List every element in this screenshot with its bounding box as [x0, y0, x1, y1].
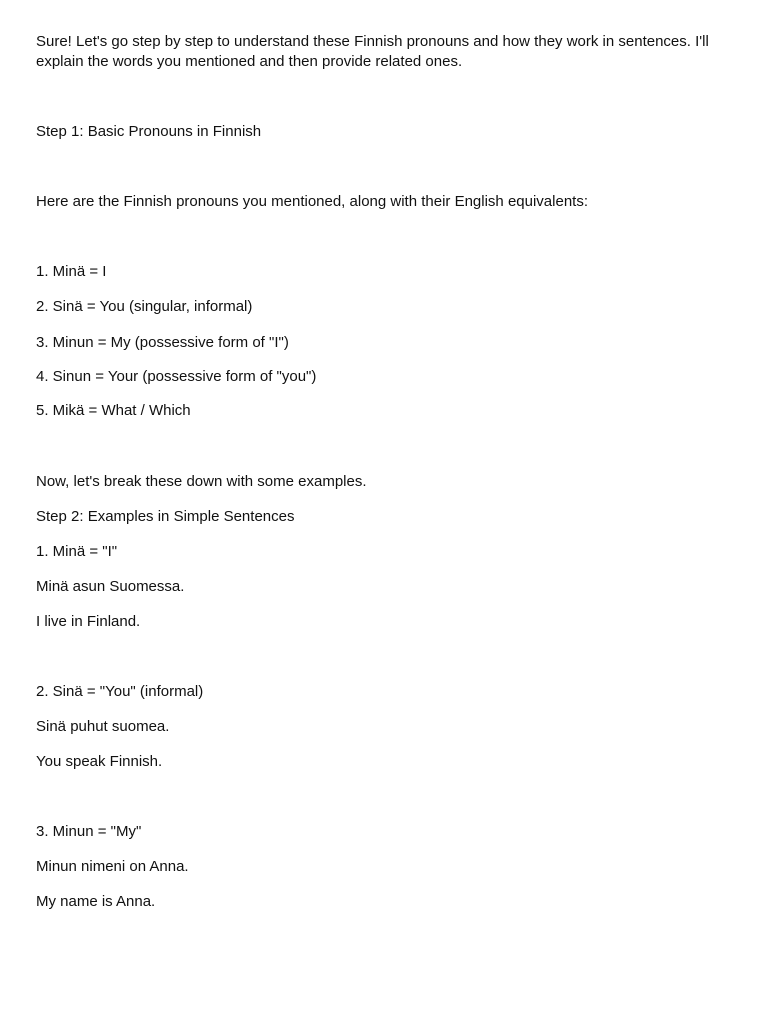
step1-heading: Step 1: Basic Pronouns in Finnish	[36, 123, 262, 140]
example-finnish-sentence: Sinä puhut suomea.	[36, 718, 170, 735]
pronoun-list-item: 5. Mikä = What / Which	[36, 402, 191, 419]
pronoun-list-item: 1. Minä = I	[36, 263, 107, 280]
example-finnish-sentence: Minä asun Suomessa.	[36, 578, 185, 595]
step1-lead: Here are the Finnish pronouns you mentioned, along with their English equivalents:	[36, 193, 588, 210]
example-english-translation: You speak Finnish.	[36, 753, 163, 770]
example-title: 1. Minä = "I"	[36, 543, 118, 560]
intro-paragraph: Sure! Let's go step by step to understand these Finnish pronouns and how they work in sentences. I'll explain the words you mentioned and then provide related ones.	[36, 33, 709, 70]
step2-heading: Step 2: Examples in Simple Sentences	[36, 508, 295, 525]
example-title: 2. Sinä = "You" (informal)	[36, 683, 204, 700]
example-english-translation: I live in Finland.	[36, 613, 141, 630]
example-title: 3. Minun = "My"	[36, 823, 142, 840]
pronoun-list-item: 4. Sinun = Your (possessive form of "you")	[36, 368, 317, 385]
pronoun-list-item: 2. Sinä = You (singular, informal)	[36, 298, 253, 315]
pronoun-list-item: 3. Minun = My (possessive form of "I")	[36, 334, 289, 351]
example-finnish-sentence: Minun nimeni on Anna.	[36, 858, 189, 875]
example-english-translation: My name is Anna.	[36, 893, 156, 910]
transition-paragraph: Now, let's break these down with some examples.	[36, 473, 367, 490]
